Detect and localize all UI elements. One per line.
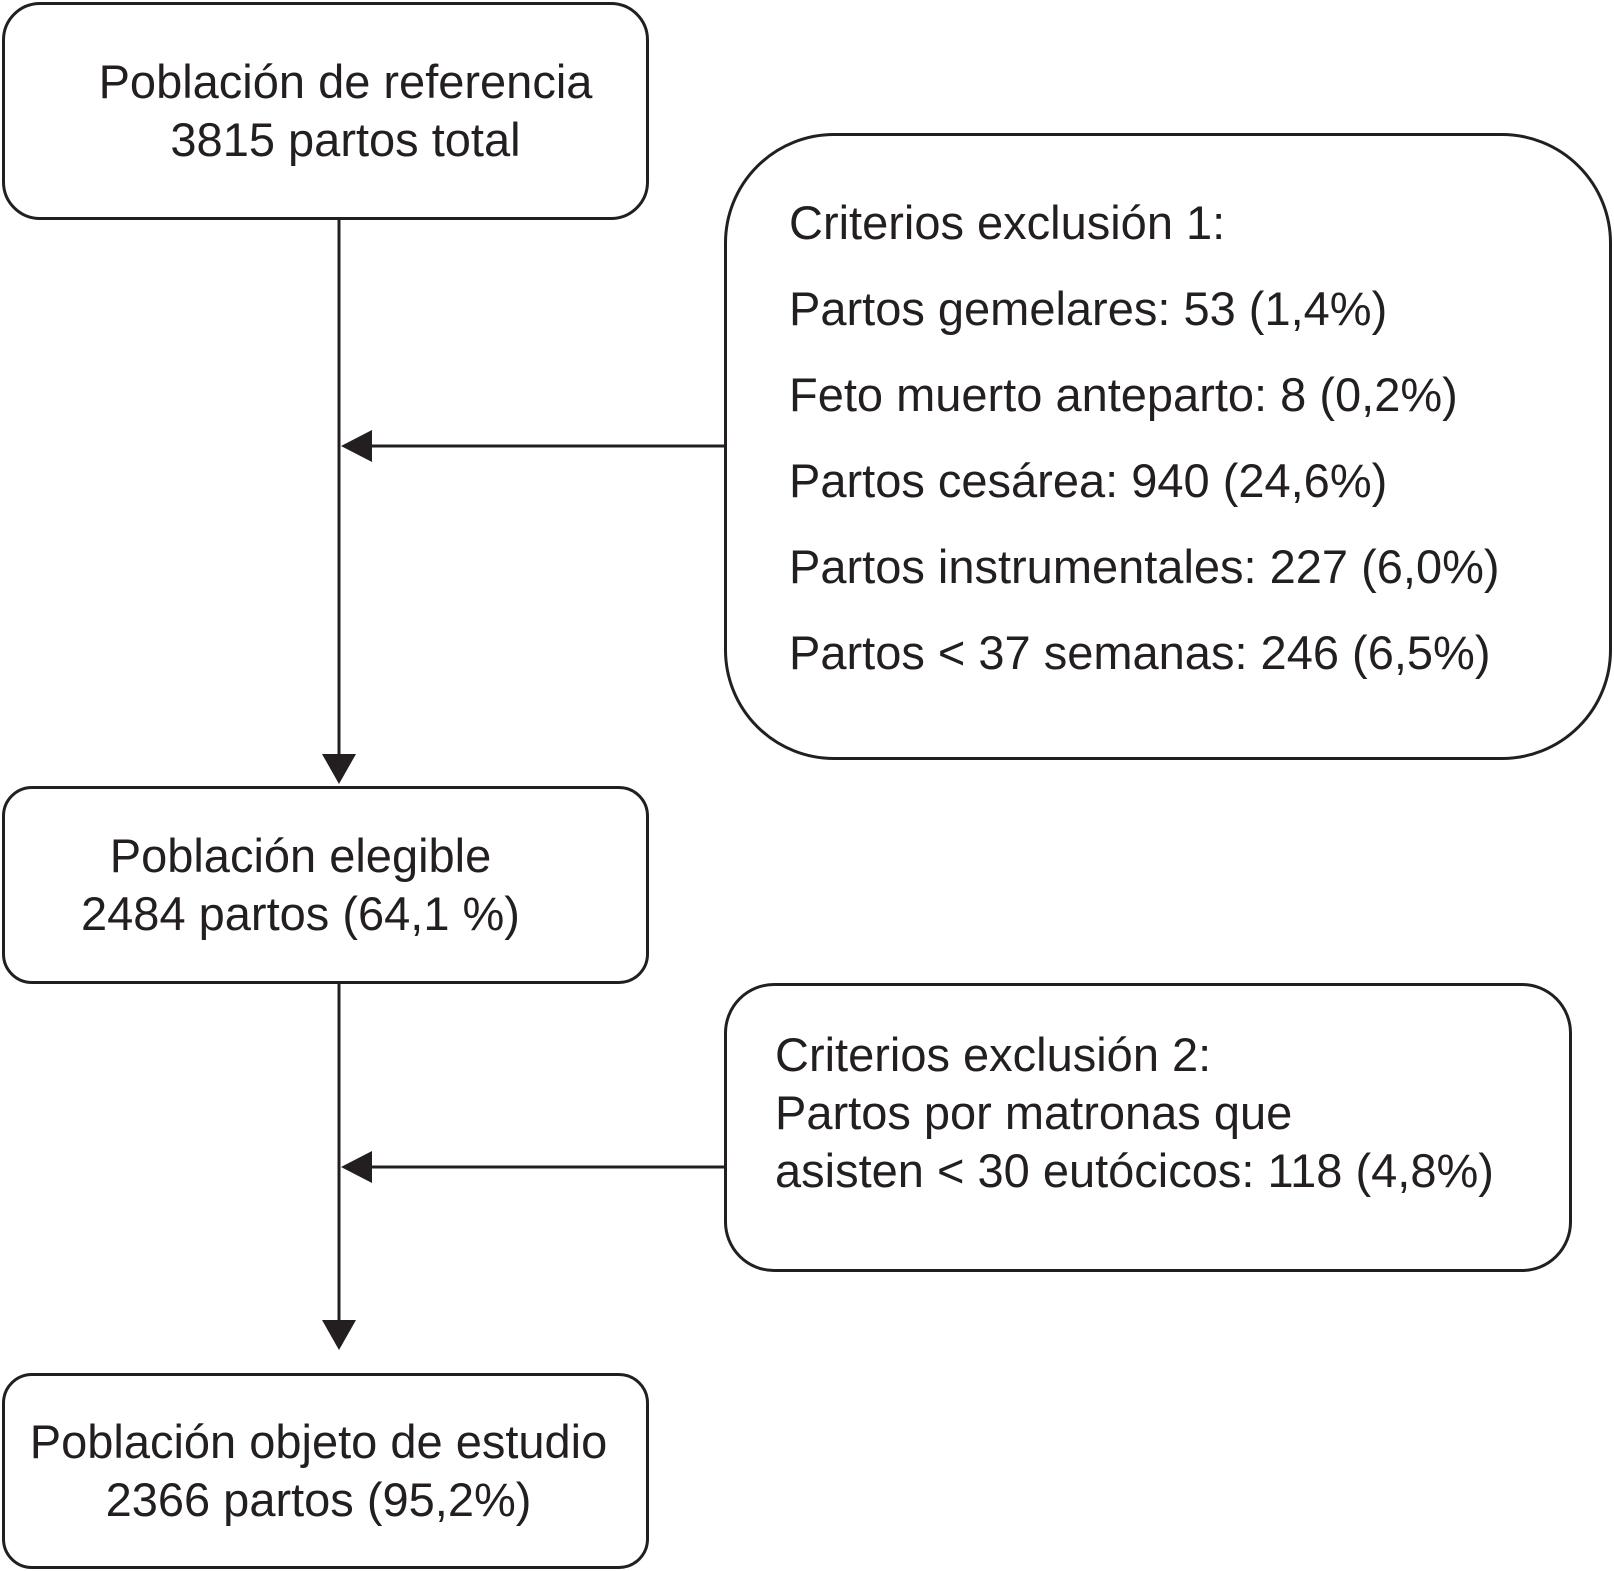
reference-population-box (2, 2, 649, 220)
arrow-reference-to-eligible (322, 220, 356, 784)
exclusion-item-preterm-births: Partos < 37 semanas: 246 (6,5%) (789, 626, 1491, 679)
exclusion-item-instrumental-births: Partos instrumentales: 227 (6,0%) (789, 540, 1500, 593)
exclusion-item-twin-births: Partos gemelares: 53 (1,4%) (789, 282, 1388, 335)
exclusion-item-antepartum-fetal-death: Feto muerto anteparto: 8 (0,2%) (789, 368, 1458, 421)
exclusion-item-cesarean-births: Partos cesárea: 940 (24,6%) (789, 454, 1388, 507)
exclusion-criteria-2-title: Criterios exclusión 2: (775, 1028, 1212, 1081)
study-population-label: Población objeto de estudio (29, 1415, 608, 1468)
study-population-count: 2366 partos (95,2%) (105, 1473, 532, 1526)
eligible-population-label: Población elegible (109, 829, 492, 882)
exclusion-criteria-2-box (724, 983, 1572, 1272)
eligible-population-box (2, 786, 649, 984)
exclusion-criteria-2-text-1: Partos por matronas que (775, 1086, 1293, 1139)
study-population-box (2, 1373, 649, 1569)
arrow-exclusion2-to-main (341, 1151, 724, 1183)
exclusion-criteria-1-title: Criterios exclusión 1: (789, 196, 1226, 249)
exclusion-criteria-1-box (724, 133, 1612, 760)
reference-population-label: Población de referencia (98, 55, 593, 108)
exclusion-criteria-2-text-2: asisten < 30 eutócicos: 118 (4,8%) (775, 1144, 1494, 1197)
reference-population-count: 3815 partos total (170, 113, 521, 166)
arrow-exclusion1-to-main (341, 430, 724, 462)
eligible-population-count: 2484 partos (64,1 %) (81, 887, 520, 940)
